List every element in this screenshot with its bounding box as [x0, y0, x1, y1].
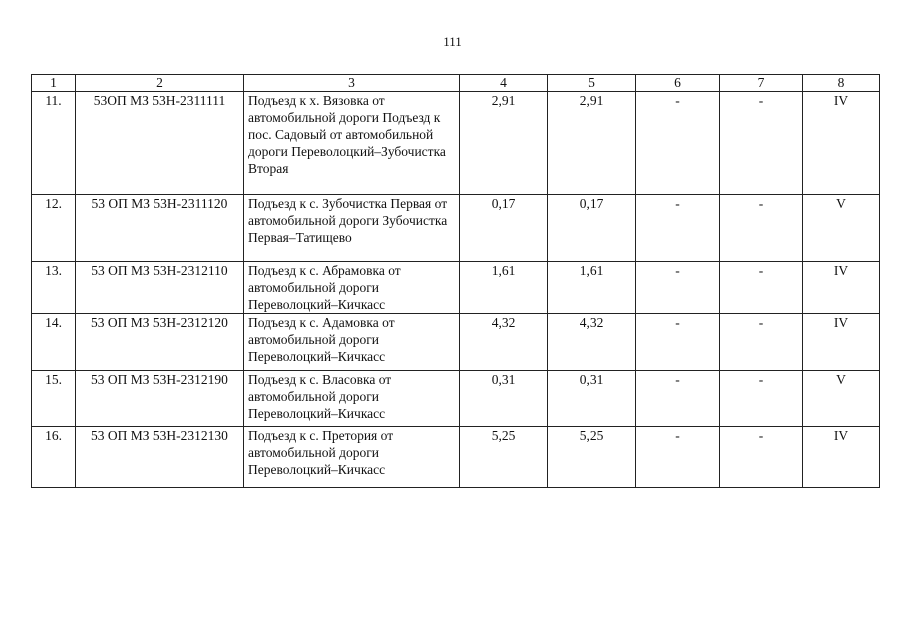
cell-col4: 0,17 — [460, 195, 548, 262]
cell-col5: 2,91 — [548, 92, 636, 195]
cell-col4: 2,91 — [460, 92, 548, 195]
table-header-row — [32, 75, 880, 92]
cell-col5: 4,32 — [548, 314, 636, 371]
road-name: Подъезд к с. Претория от автомобильной дороги Переволоцкий–Кичкасс — [244, 427, 460, 488]
road-code: 53 ОП МЗ 53Н-2312190 — [76, 371, 244, 427]
cell-col6: - — [636, 262, 720, 314]
cell-col5: 0,17 — [548, 195, 636, 262]
cell-col7: - — [720, 371, 803, 427]
row-number: 12. — [32, 195, 76, 262]
table-row — [32, 314, 880, 371]
road-name: Подъезд к х. Вязовка от автомобильной дороги Подъезд к пос. Садовый от автомобильной дороги Переволоцкий–Зубочистка Вторая — [244, 92, 460, 195]
road-category: IV — [803, 427, 880, 488]
road-code: 53 ОП МЗ 53Н-2312120 — [76, 314, 244, 371]
cell-col6: - — [636, 92, 720, 195]
cell-col4: 0,31 — [460, 371, 548, 427]
road-code: 53 ОП МЗ 53Н-2312130 — [76, 427, 244, 488]
table-row — [32, 427, 880, 488]
row-number: 15. — [32, 371, 76, 427]
cell-col4: 4,32 — [460, 314, 548, 371]
table-row — [32, 195, 880, 262]
cell-col4: 1,61 — [460, 262, 548, 314]
road-name: Подъезд к с. Адамовка от автомобильной дороги Переволоцкий–Кичкасс — [244, 314, 460, 371]
road-category: IV — [803, 314, 880, 371]
column-header: 5 — [548, 75, 636, 92]
table-row — [32, 262, 880, 314]
road-category: V — [803, 371, 880, 427]
road-category: IV — [803, 262, 880, 314]
cell-col6: - — [636, 427, 720, 488]
road-code: 53ОП МЗ 53Н-2311111 — [76, 92, 244, 195]
road-category: IV — [803, 92, 880, 195]
cell-col6: - — [636, 195, 720, 262]
table-row — [32, 371, 880, 427]
cell-col5: 1,61 — [548, 262, 636, 314]
road-name: Подъезд к с. Абрамовка от автомобильной дороги Переволоцкий–Кичкасс — [244, 262, 460, 314]
row-number: 16. — [32, 427, 76, 488]
cell-col6: - — [636, 314, 720, 371]
page-number: 111 — [443, 34, 462, 49]
cell-col7: - — [720, 262, 803, 314]
cell-col7: - — [720, 314, 803, 371]
table-row — [32, 92, 880, 195]
column-header: 2 — [76, 75, 244, 92]
road-category: V — [803, 195, 880, 262]
road-code: 53 ОП МЗ 53Н-2311120 — [76, 195, 244, 262]
cell-col7: - — [720, 195, 803, 262]
column-header: 4 — [460, 75, 548, 92]
roads-table — [31, 74, 880, 488]
cell-col6: - — [636, 371, 720, 427]
road-name: Подъезд к с. Власовка от автомобильной дороги Переволоцкий–Кичкасс — [244, 371, 460, 427]
cell-col7: - — [720, 92, 803, 195]
row-number: 14. — [32, 314, 76, 371]
column-header: 7 — [720, 75, 803, 92]
column-header: 6 — [636, 75, 720, 92]
road-name: Подъезд к с. Зубочистка Первая от автомобильной дороги Зубочистка Первая–Татищево — [244, 195, 460, 262]
cell-col7: - — [720, 427, 803, 488]
cell-col5: 0,31 — [548, 371, 636, 427]
column-header: 8 — [803, 75, 880, 92]
column-header: 1 — [32, 75, 76, 92]
road-code: 53 ОП МЗ 53Н-2312110 — [76, 262, 244, 314]
column-header: 3 — [244, 75, 460, 92]
row-number: 13. — [32, 262, 76, 314]
cell-col4: 5,25 — [460, 427, 548, 488]
cell-col5: 5,25 — [548, 427, 636, 488]
row-number: 11. — [32, 92, 76, 195]
